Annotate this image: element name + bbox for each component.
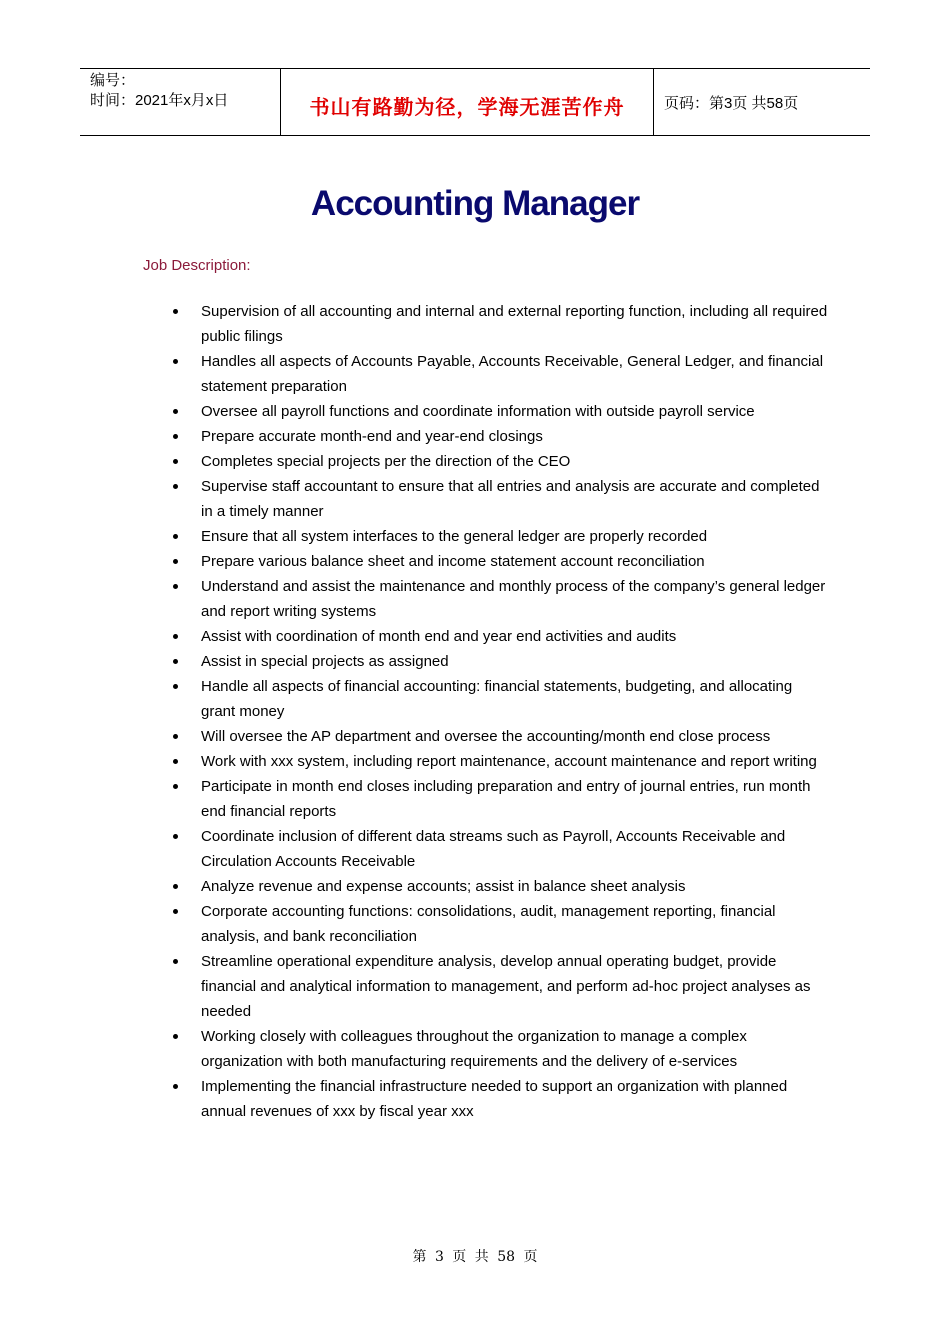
list-item: Prepare various balance sheet and income statement account reconciliation	[170, 549, 830, 574]
header-page-cell	[654, 69, 870, 135]
section-label: Job Description:	[143, 257, 251, 274]
page-title: Accounting Manager	[310, 184, 640, 223]
list-item: Streamline operational expenditure analysis, develop annual operating budget, provide financial and analytical information to management, and perform ad-hoc project analyses as needed	[170, 949, 830, 1024]
list-item: Will oversee the AP department and oversee the accounting/month end close process	[170, 724, 830, 749]
list-item: Oversee all payroll functions and coordinate information with outside payroll service	[170, 399, 830, 424]
list-item: Working closely with colleagues throughout the organization to manage a complex organization with both manufacturing requirements and the delivery of e-services	[170, 1024, 830, 1074]
list-item: Completes special projects per the direction of the CEO	[170, 449, 830, 474]
list-item: Coordinate inclusion of different data streams such as Payroll, Accounts Receivable and Circulation Accounts Receivable	[170, 824, 830, 874]
bullet-list	[170, 299, 830, 1124]
number-label: 编号：	[90, 72, 136, 89]
list-item: Corporate accounting functions: consolidations, audit, management reporting, financial analysis, and bank reconciliation	[170, 899, 830, 949]
list-item: Implementing the financial infrastructure needed to support an organization with planned annual revenues of xxx by fiscal year xxx	[170, 1074, 830, 1124]
list-item: Prepare accurate month-end and year-end closings	[170, 424, 830, 449]
page-footer: 第 3 页 共 58 页	[412, 1249, 538, 1265]
list-item: Participate in month end closes including preparation and entry of journal entries, run month end financial reports	[170, 774, 830, 824]
list-item: Ensure that all system interfaces to the general ledger are properly recorded	[170, 524, 830, 549]
list-item: Supervision of all accounting and internal and external reporting function, including all required public filings	[170, 299, 830, 349]
list-item: Understand and assist the maintenance and monthly process of the company’s general ledger and report writing systems	[170, 574, 830, 624]
list-item: Work with xxx system, including report maintenance, account maintenance and report writing	[170, 749, 830, 774]
list-item: Analyze revenue and expense accounts; assist in balance sheet analysis	[170, 874, 830, 899]
header-left-cell	[80, 69, 281, 135]
list-item: Assist in special projects as assigned	[170, 649, 830, 674]
list-item: Handles all aspects of Accounts Payable, Accounts Receivable, General Ledger, and financial statement preparation	[170, 349, 830, 399]
page-info: 页码：第3页 共58页	[664, 94, 799, 112]
time-label: 时间：2021年x月x日	[90, 92, 229, 109]
header-table	[80, 68, 870, 136]
motto-text: 书山有路勤为径，学海无涯苦作舟	[309, 94, 625, 119]
list-item: Supervise staff accountant to ensure that all entries and analysis are accurate and completed in a timely manner	[170, 474, 830, 524]
header-motto-cell	[281, 69, 654, 135]
list-item: Handle all aspects of financial accounting: financial statements, budgeting, and allocating grant money	[170, 674, 830, 724]
list-item: Assist with coordination of month end and year end activities and audits	[170, 624, 830, 649]
